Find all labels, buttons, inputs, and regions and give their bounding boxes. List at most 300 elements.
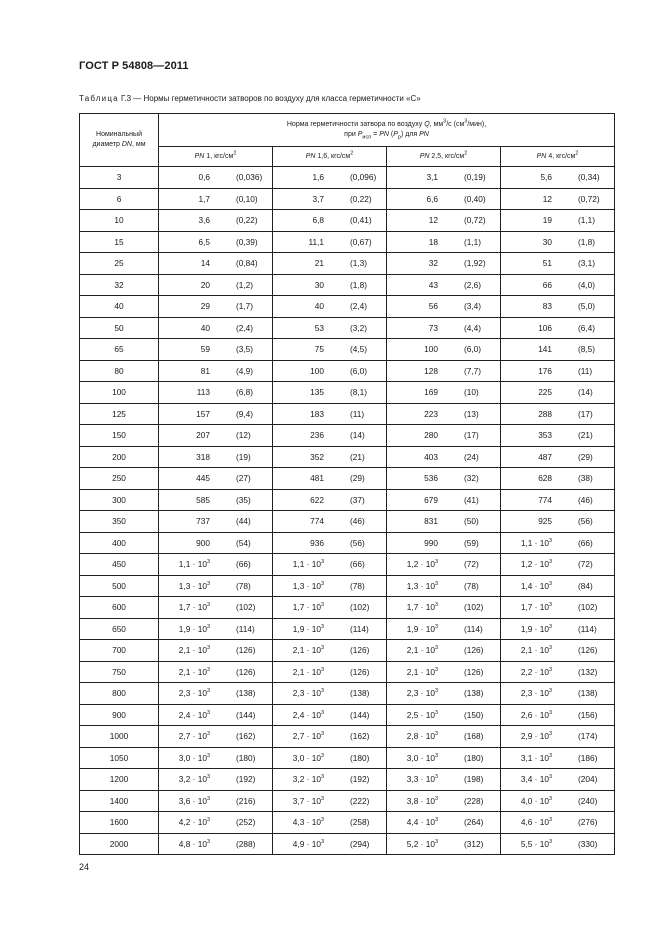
norm-mm3s: $1,1 \cdot 10^3$ bbox=[178, 559, 210, 570]
norm-mm3s: 3,6 bbox=[198, 215, 210, 226]
norm-cm3min: (56) bbox=[350, 537, 365, 548]
norm-value-cell bbox=[501, 296, 615, 318]
norm-mm3s: $3,4 \cdot 10^3$ bbox=[520, 774, 553, 785]
norm-mm3s: 29 bbox=[200, 301, 210, 312]
dn-cell: 10 bbox=[80, 210, 159, 232]
norm-value-cell bbox=[501, 618, 615, 640]
dn-cell: 700 bbox=[80, 640, 159, 662]
dn-cell: 250 bbox=[80, 468, 159, 490]
norm-mm3s: 936 bbox=[310, 537, 324, 548]
norm-mm3s: 176 bbox=[538, 365, 553, 376]
norm-value-cell bbox=[501, 726, 615, 748]
norm-value-cell bbox=[501, 188, 615, 210]
norm-cm3min: (19) bbox=[236, 451, 251, 462]
norm-cm3min: (126) bbox=[236, 645, 256, 656]
norm-mm3s: 990 bbox=[424, 537, 438, 548]
norm-value-cell bbox=[501, 446, 615, 468]
norm-mm3s: $2,9 \cdot 10^3$ bbox=[520, 731, 553, 742]
table-row bbox=[80, 812, 615, 834]
norm-cm3min: (162) bbox=[236, 731, 256, 742]
norm-mm3s: 0,6 bbox=[198, 172, 210, 183]
norm-cm3min: (1,1) bbox=[578, 215, 596, 226]
norm-cm3min: (114) bbox=[236, 623, 255, 634]
table-row bbox=[80, 253, 615, 275]
norm-value-cell bbox=[501, 425, 615, 447]
dn-column-header: Номинальный диаметр DN, мм bbox=[80, 114, 159, 167]
norm-cm3min: (174) bbox=[578, 731, 598, 742]
norm-value-cell bbox=[501, 769, 615, 791]
dn-cell: 900 bbox=[80, 704, 159, 726]
norm-mm3s: $3,0 \cdot 10^3$ bbox=[178, 752, 210, 763]
dn-cell: 650 bbox=[80, 618, 159, 640]
norm-mm3s: 236 bbox=[310, 430, 324, 441]
norm-value-cell bbox=[501, 575, 615, 597]
norm-value-cell bbox=[501, 360, 615, 382]
norm-value-cell bbox=[387, 382, 501, 404]
norm-cm3min: (11) bbox=[578, 365, 593, 376]
norm-cm3min: (6,0) bbox=[350, 365, 368, 376]
table-row bbox=[80, 425, 615, 447]
norm-value-cell bbox=[273, 403, 387, 425]
norm-cm3min: (29) bbox=[350, 473, 365, 484]
norm-value-cell bbox=[159, 618, 273, 640]
table-row bbox=[80, 726, 615, 748]
norm-mm3s: $1,7 \cdot 10^3$ bbox=[406, 602, 438, 613]
norm-cm3min: (126) bbox=[236, 666, 256, 677]
dn-cell: 750 bbox=[80, 661, 159, 683]
norm-cm3min: (2,6) bbox=[464, 279, 482, 290]
dn-cell: 40 bbox=[80, 296, 159, 318]
norm-value-cell bbox=[387, 403, 501, 425]
norm-value-cell bbox=[273, 683, 387, 705]
norm-mm3s: 536 bbox=[424, 473, 438, 484]
norm-mm3s: $2,6 \cdot 10^3$ bbox=[520, 709, 553, 720]
norm-value-cell bbox=[501, 640, 615, 662]
norm-cm3min: (126) bbox=[578, 645, 598, 656]
caption-label: Таблица bbox=[79, 94, 119, 103]
norm-cm3min: (1,1) bbox=[464, 236, 482, 247]
norm-value-cell bbox=[501, 661, 615, 683]
norm-value-cell bbox=[501, 403, 615, 425]
norm-value-cell bbox=[501, 253, 615, 275]
norm-cm3min: (330) bbox=[578, 838, 598, 849]
norm-mm3s: 1,7 bbox=[198, 193, 210, 204]
norm-cm3min: (2,4) bbox=[236, 322, 254, 333]
norm-mm3s: $1,3 \cdot 10^3$ bbox=[178, 580, 210, 591]
norm-value-cell bbox=[273, 511, 387, 533]
table-row bbox=[80, 468, 615, 490]
table-row bbox=[80, 640, 615, 662]
norm-mm3s: $2,7 \cdot 10^3$ bbox=[178, 731, 210, 742]
document-header: ГОСТ Р 54808—2011 bbox=[79, 60, 189, 72]
table-row bbox=[80, 704, 615, 726]
table-row bbox=[80, 683, 615, 705]
norm-value-cell bbox=[159, 231, 273, 253]
norm-cm3min: (114) bbox=[350, 623, 369, 634]
dn-cell: 800 bbox=[80, 683, 159, 705]
norm-cm3min: (1,8) bbox=[350, 279, 368, 290]
dn-cell: 300 bbox=[80, 489, 159, 511]
norm-cm3min: (27) bbox=[236, 473, 251, 484]
norm-mm3s: 14 bbox=[200, 258, 210, 269]
norm-cm3min: (0,10) bbox=[236, 193, 258, 204]
norm-value-cell bbox=[387, 468, 501, 490]
norm-value-cell bbox=[159, 661, 273, 683]
dn-cell: 200 bbox=[80, 446, 159, 468]
norm-value-cell bbox=[387, 790, 501, 812]
norm-cm3min: (198) bbox=[464, 774, 484, 785]
table-row bbox=[80, 382, 615, 404]
norm-value-cell bbox=[159, 833, 273, 855]
norm-cm3min: (7,7) bbox=[464, 365, 482, 376]
norm-mm3s: 831 bbox=[424, 516, 438, 527]
norm-mm3s: 21 bbox=[314, 258, 324, 269]
table-row bbox=[80, 446, 615, 468]
norm-cm3min: (0,39) bbox=[236, 236, 258, 247]
norm-mm3s: 51 bbox=[542, 258, 553, 269]
norm-value-cell bbox=[273, 769, 387, 791]
norm-cm3min: (17) bbox=[578, 408, 593, 419]
norm-cm3min: (29) bbox=[578, 451, 593, 462]
norm-value-cell bbox=[273, 468, 387, 490]
norm-value-cell bbox=[273, 812, 387, 834]
norm-mm3s: $2,4 \cdot 10^3$ bbox=[292, 709, 324, 720]
table-body bbox=[80, 167, 615, 855]
norm-value-cell bbox=[159, 446, 273, 468]
leakage-norm-header: Норма герметичности затвора по воздуху Q, $мм^3/с$ $(см^3/мин)$, при $P_{исп}$ = PN $(P_р)$ для PN bbox=[159, 114, 615, 147]
norm-cm3min: (50) bbox=[464, 516, 479, 527]
pressure-subheader-row bbox=[80, 147, 615, 167]
norm-value-cell bbox=[159, 704, 273, 726]
dn-cell: 450 bbox=[80, 554, 159, 576]
table-row bbox=[80, 210, 615, 232]
norm-value-cell bbox=[387, 446, 501, 468]
norm-cm3min: (192) bbox=[350, 774, 370, 785]
norm-value-cell bbox=[159, 167, 273, 189]
norm-mm3s: $4,8 \cdot 10^3$ bbox=[178, 838, 210, 849]
norm-value-cell bbox=[387, 511, 501, 533]
norm-cm3min: (4,9) bbox=[236, 365, 254, 376]
norm-cm3min: (6,8) bbox=[236, 387, 254, 398]
table-row bbox=[80, 554, 615, 576]
norm-value-cell bbox=[501, 468, 615, 490]
table-row bbox=[80, 188, 615, 210]
dn-cell: 65 bbox=[80, 339, 159, 361]
norm-value-cell bbox=[159, 339, 273, 361]
norm-mm3s: 445 bbox=[196, 473, 210, 484]
norm-mm3s: 737 bbox=[196, 516, 210, 527]
norm-mm3s: 318 bbox=[196, 451, 210, 462]
norm-mm3s: $3,2 \cdot 10^3$ bbox=[292, 774, 324, 785]
table-row bbox=[80, 339, 615, 361]
norm-mm3s: 83 bbox=[542, 301, 553, 312]
norm-mm3s: $2,5 \cdot 10^3$ bbox=[406, 709, 438, 720]
norm-value-cell bbox=[387, 317, 501, 339]
norm-cm3min: (32) bbox=[464, 473, 479, 484]
norm-value-cell bbox=[387, 640, 501, 662]
norm-cm3min: (132) bbox=[578, 666, 598, 677]
dn-cell: 1200 bbox=[80, 769, 159, 791]
norm-cm3min: (0,22) bbox=[350, 193, 372, 204]
norm-value-cell bbox=[387, 253, 501, 275]
table-row bbox=[80, 790, 615, 812]
dn-cell: 32 bbox=[80, 274, 159, 296]
norm-value-cell bbox=[387, 683, 501, 705]
norm-cm3min: (192) bbox=[236, 774, 256, 785]
norm-mm3s: $2,8 \cdot 10^3$ bbox=[406, 731, 438, 742]
norm-mm3s: 487 bbox=[538, 451, 553, 462]
norm-cm3min: (102) bbox=[464, 602, 484, 613]
dn-cell: 100 bbox=[80, 382, 159, 404]
table-row bbox=[80, 296, 615, 318]
norm-cm3min: (78) bbox=[236, 580, 251, 591]
norm-value-cell bbox=[501, 339, 615, 361]
norm-cm3min: (66) bbox=[578, 537, 593, 548]
norm-mm3s: 481 bbox=[310, 473, 324, 484]
norm-value-cell bbox=[273, 726, 387, 748]
norm-value-cell bbox=[387, 296, 501, 318]
norm-cm3min: (14) bbox=[578, 387, 593, 398]
norm-mm3s: 106 bbox=[538, 322, 553, 333]
norm-value-cell bbox=[273, 425, 387, 447]
norm-cm3min: (186) bbox=[578, 752, 598, 763]
dn-cell: 600 bbox=[80, 597, 159, 619]
norm-cm3min: (204) bbox=[578, 774, 598, 785]
norm-mm3s: $2,1 \cdot 10^3$ bbox=[178, 666, 210, 677]
norm-cm3min: (216) bbox=[236, 795, 256, 806]
norm-cm3min: (312) bbox=[464, 838, 484, 849]
norm-value-cell bbox=[501, 790, 615, 812]
norm-value-cell bbox=[159, 296, 273, 318]
norm-cm3min: (56) bbox=[578, 516, 593, 527]
norm-value-cell bbox=[273, 532, 387, 554]
norm-value-cell bbox=[273, 231, 387, 253]
norm-cm3min: (102) bbox=[350, 602, 370, 613]
norm-mm3s: 280 bbox=[424, 430, 438, 441]
norm-cm3min: (6,4) bbox=[578, 322, 596, 333]
norm-value-cell bbox=[159, 747, 273, 769]
norm-cm3min: (156) bbox=[578, 709, 598, 720]
dn-cell: 1600 bbox=[80, 812, 159, 834]
norm-mm3s: 100 bbox=[310, 365, 324, 376]
norm-value-cell bbox=[273, 661, 387, 683]
norm-cm3min: (276) bbox=[578, 817, 598, 828]
norm-mm3s: $1,7 \cdot 10^3$ bbox=[178, 602, 210, 613]
norm-cm3min: (8,1) bbox=[350, 387, 368, 398]
norm-mm3s: 288 bbox=[538, 408, 553, 419]
norm-mm3s: 169 bbox=[424, 387, 438, 398]
norm-value-cell bbox=[501, 597, 615, 619]
norm-cm3min: (38) bbox=[578, 473, 593, 484]
norm-cm3min: (78) bbox=[464, 580, 479, 591]
norm-mm3s: $2,1 \cdot 10^3$ bbox=[406, 645, 438, 656]
norm-mm3s: 352 bbox=[310, 451, 324, 462]
norm-mm3s: 113 bbox=[196, 387, 210, 398]
norm-mm3s: 20 bbox=[200, 279, 210, 290]
norm-value-cell bbox=[159, 532, 273, 554]
norm-value-cell bbox=[273, 339, 387, 361]
norm-value-cell bbox=[501, 747, 615, 769]
norm-mm3s: $3,8 \cdot 10^3$ bbox=[406, 795, 438, 806]
dn-cell: 2000 bbox=[80, 833, 159, 855]
norm-cm3min: (240) bbox=[578, 795, 598, 806]
norm-mm3s: $2,3 \cdot 10^3$ bbox=[178, 688, 210, 699]
caption-text: Г.3 — Нормы герметичности затворов по воздуху для класса герметичности «С» bbox=[118, 94, 421, 103]
norm-value-cell bbox=[387, 833, 501, 855]
norm-cm3min: (21) bbox=[578, 430, 593, 441]
norm-value-cell bbox=[273, 489, 387, 511]
norm-mm3s: 925 bbox=[538, 516, 553, 527]
norm-value-cell bbox=[273, 833, 387, 855]
norm-mm3s: 679 bbox=[424, 494, 438, 505]
norm-cm3min: (13) bbox=[464, 408, 479, 419]
norm-value-cell bbox=[387, 575, 501, 597]
pressure-column-header: PN 1, кгс/$см^2$ bbox=[159, 147, 273, 167]
norm-cm3min: (6,0) bbox=[464, 344, 482, 355]
norm-cm3min: (3,4) bbox=[464, 301, 482, 312]
norm-value-cell bbox=[159, 403, 273, 425]
norm-cm3min: (1,92) bbox=[464, 258, 486, 269]
norm-mm3s: $2,2 \cdot 10^3$ bbox=[520, 666, 553, 677]
table-row bbox=[80, 489, 615, 511]
norm-value-cell bbox=[159, 511, 273, 533]
table-row bbox=[80, 317, 615, 339]
norm-value-cell bbox=[273, 790, 387, 812]
norm-value-cell bbox=[387, 618, 501, 640]
norm-value-cell bbox=[501, 704, 615, 726]
norm-mm3s: 59 bbox=[200, 344, 210, 355]
norm-mm3s: $3,0 \cdot 10^3$ bbox=[406, 752, 438, 763]
table-row bbox=[80, 575, 615, 597]
norm-mm3s: 353 bbox=[538, 430, 553, 441]
norm-mm3s: 403 bbox=[424, 451, 438, 462]
norm-value-cell bbox=[273, 210, 387, 232]
norm-mm3s: 585 bbox=[196, 494, 210, 505]
norm-cm3min: (1,2) bbox=[236, 279, 254, 290]
norm-cm3min: (1,8) bbox=[578, 236, 596, 247]
norm-value-cell bbox=[159, 489, 273, 511]
norm-cm3min: (9,4) bbox=[236, 408, 254, 419]
table-caption bbox=[79, 94, 421, 103]
norm-value-cell bbox=[387, 489, 501, 511]
norm-cm3min: (4,0) bbox=[578, 279, 596, 290]
norm-mm3s: $4,6 \cdot 10^3$ bbox=[520, 817, 553, 828]
norm-mm3s: 30 bbox=[542, 236, 553, 247]
norm-mm3s: 6,6 bbox=[426, 193, 438, 204]
norm-cm3min: (8,5) bbox=[578, 344, 596, 355]
dn-cell: 500 bbox=[80, 575, 159, 597]
norm-mm3s: 81 bbox=[200, 365, 210, 376]
norm-value-cell bbox=[159, 683, 273, 705]
norm-mm3s: 73 bbox=[428, 322, 438, 333]
norm-mm3s: $4,0 \cdot 10^3$ bbox=[520, 795, 553, 806]
norm-value-cell bbox=[159, 188, 273, 210]
table-row bbox=[80, 833, 615, 855]
norm-value-cell bbox=[159, 640, 273, 662]
norm-mm3s: $1,1 \cdot 10^3$ bbox=[520, 537, 553, 548]
norm-mm3s: 183 bbox=[310, 408, 324, 419]
norm-cm3min: (37) bbox=[350, 494, 365, 505]
norm-cm3min: (0,22) bbox=[236, 215, 258, 226]
norm-value-cell bbox=[273, 618, 387, 640]
norm-value-cell bbox=[387, 425, 501, 447]
norm-mm3s: 12 bbox=[428, 215, 438, 226]
norm-mm3s: 157 bbox=[196, 408, 210, 419]
norm-mm3s: $5,5 \cdot 10^3$ bbox=[520, 838, 553, 849]
norm-cm3min: (0,41) bbox=[350, 215, 372, 226]
norm-value-cell bbox=[159, 597, 273, 619]
norm-cm3min: (21) bbox=[350, 451, 365, 462]
norm-cm3min: (46) bbox=[578, 494, 593, 505]
norm-cm3min: (0,72) bbox=[464, 215, 486, 226]
norm-cm3min: (10) bbox=[464, 387, 479, 398]
norm-cm3min: (0,40) bbox=[464, 193, 486, 204]
norm-value-cell bbox=[501, 683, 615, 705]
norm-mm3s: $2,1 \cdot 10^3$ bbox=[406, 666, 438, 677]
table-row bbox=[80, 403, 615, 425]
norm-value-cell bbox=[273, 382, 387, 404]
norm-mm3s: 75 bbox=[314, 344, 324, 355]
norm-mm3s: $3,3 \cdot 10^3$ bbox=[406, 774, 438, 785]
norm-mm3s: 30 bbox=[314, 279, 324, 290]
dn-cell: 25 bbox=[80, 253, 159, 275]
norm-cm3min: (66) bbox=[236, 559, 251, 570]
norm-mm3s: $2,3 \cdot 10^3$ bbox=[292, 688, 324, 699]
norm-cm3min: (138) bbox=[236, 688, 256, 699]
norm-cm3min: (138) bbox=[350, 688, 370, 699]
norm-mm3s: 66 bbox=[542, 279, 553, 290]
norm-cm3min: (1,3) bbox=[350, 258, 368, 269]
leakage-norms-table bbox=[79, 113, 615, 855]
norm-cm3min: (54) bbox=[236, 537, 251, 548]
norm-cm3min: (78) bbox=[350, 580, 365, 591]
norm-value-cell bbox=[159, 812, 273, 834]
dn-cell: 50 bbox=[80, 317, 159, 339]
norm-value-cell bbox=[159, 726, 273, 748]
norm-value-cell bbox=[387, 167, 501, 189]
norm-mm3s: 900 bbox=[196, 537, 210, 548]
norm-mm3s: $1,7 \cdot 10^3$ bbox=[292, 602, 324, 613]
norm-cm3min: (0,84) bbox=[236, 258, 258, 269]
norm-cm3min: (44) bbox=[236, 516, 251, 527]
norm-mm3s: 43 bbox=[428, 279, 438, 290]
norm-mm3s: 40 bbox=[200, 322, 210, 333]
norm-cm3min: (12) bbox=[236, 430, 251, 441]
norm-cm3min: (138) bbox=[578, 688, 598, 699]
norm-value-cell bbox=[159, 769, 273, 791]
norm-value-cell bbox=[387, 661, 501, 683]
norm-mm3s: 12 bbox=[542, 193, 553, 204]
dn-cell: 150 bbox=[80, 425, 159, 447]
norm-mm3s: $1,2 \cdot 10^3$ bbox=[406, 559, 438, 570]
norm-mm3s: 19 bbox=[542, 215, 553, 226]
norm-value-cell bbox=[273, 188, 387, 210]
norm-cm3min: (144) bbox=[350, 709, 370, 720]
norm-mm3s: $1,9 \cdot 10^3$ bbox=[406, 623, 438, 634]
pressure-column-header: PN 1,6, кгс/$см^2$ bbox=[273, 147, 387, 167]
norm-cm3min: (0,19) bbox=[464, 172, 486, 183]
norm-cm3min: (41) bbox=[464, 494, 479, 505]
norm-value-cell bbox=[387, 554, 501, 576]
norm-cm3min: (294) bbox=[350, 838, 370, 849]
table-row bbox=[80, 618, 615, 640]
norm-mm3s: $1,4 \cdot 10^3$ bbox=[520, 580, 553, 591]
norm-mm3s: $1,3 \cdot 10^3$ bbox=[292, 580, 324, 591]
table-row bbox=[80, 274, 615, 296]
norm-value-cell bbox=[501, 210, 615, 232]
norm-mm3s: 6,8 bbox=[312, 215, 324, 226]
norm-cm3min: (3,5) bbox=[236, 344, 254, 355]
